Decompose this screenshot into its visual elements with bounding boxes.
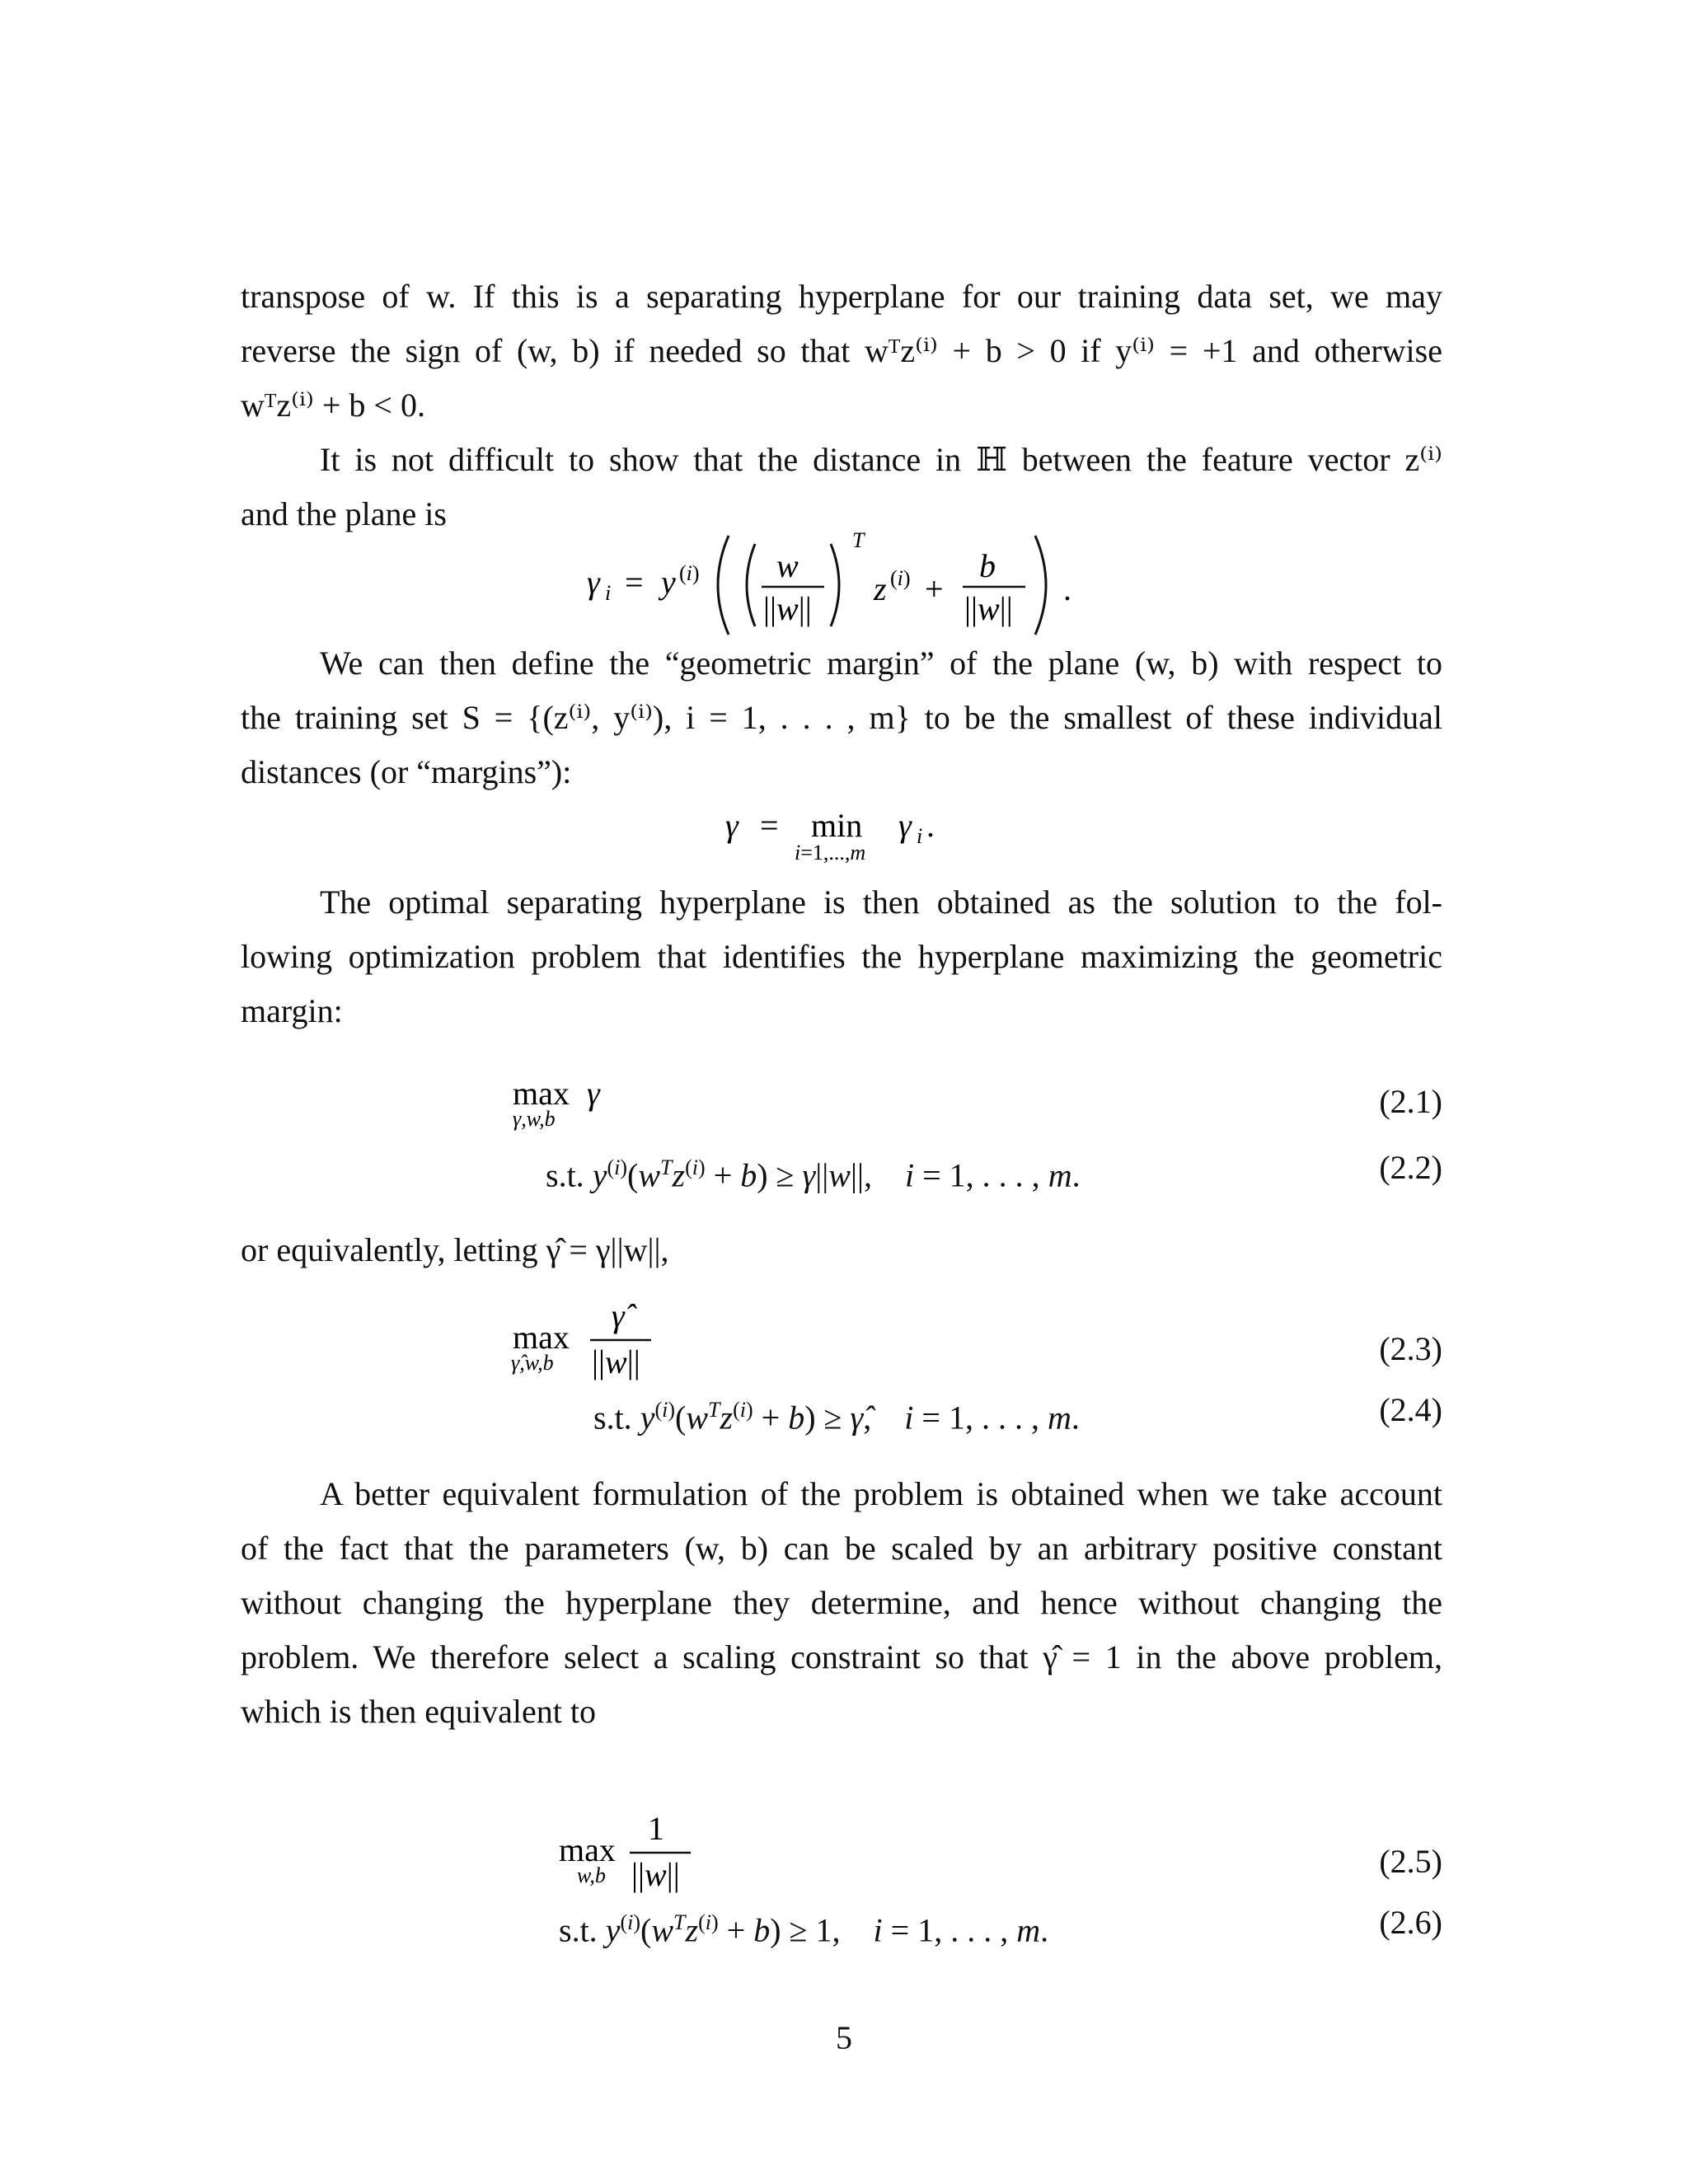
svg-text:max: max <box>559 1831 616 1868</box>
equation-2-1 <box>504 1071 669 1137</box>
equation-number-2-1: (2.1) <box>1379 1083 1442 1120</box>
svg-text:b: b <box>979 547 996 584</box>
p4-line-1: The optimal separating hyperplane is then obtained as the solution to the fol- <box>320 883 1442 921</box>
svg-text:y: y <box>661 564 676 601</box>
svg-text:(i): (i) <box>679 561 700 585</box>
svg-text:γ: γ <box>725 807 738 844</box>
equation-number-2-5: (2.5) <box>1379 1843 1442 1880</box>
p6-line-5: which is then equivalent to <box>241 1693 597 1730</box>
p1-line-1: transpose of w. If this is a separating hyperplane for our training data set, we may <box>241 278 1442 315</box>
svg-text:γ̂,w,b: γ̂,w,b <box>511 1351 554 1375</box>
svg-text:(i): (i) <box>890 566 911 590</box>
svg-text:1: 1 <box>648 1810 664 1847</box>
p6-line-3: without changing the hyperplane they determine, and hence without changing the <box>241 1584 1442 1621</box>
svg-text:||w||: ||w|| <box>631 1856 680 1893</box>
page-number: 5 <box>836 2019 852 2056</box>
svg-text:.: . <box>1063 570 1071 607</box>
equation-2-2: s.t. $y^{(i)}(w^Tz^{(i)} + b) \ge \gamma||w||$, i = 1, . . . , m. <box>546 1155 1081 1194</box>
svg-text:γ,w,b: γ,w,b <box>513 1107 556 1131</box>
equation-number-2-3: (2.3) <box>1379 1330 1442 1367</box>
svg-text:γ: γ <box>898 807 912 844</box>
svg-text:i: i <box>605 581 612 605</box>
svg-text:γ̂: γ̂ <box>612 1297 625 1334</box>
equation-2-5 <box>544 1805 725 1904</box>
svg-text:i=1,...,m: i=1,...,m <box>795 841 866 865</box>
svg-text:||w||: ||w|| <box>964 590 1013 627</box>
svg-text:z: z <box>874 570 887 607</box>
svg-text:i: i <box>917 824 923 848</box>
svg-text:w,b: w,b <box>577 1863 606 1887</box>
p3-line-1: We can then define the “geometric margin” of the plane (w, b) with respect to <box>320 644 1442 682</box>
equation-number-2-2: (2.2) <box>1379 1149 1442 1186</box>
p5-line-1: or equivalently, letting γ̂ = γ||w||, <box>241 1231 669 1268</box>
svg-text:||w||: ||w|| <box>763 590 812 627</box>
margin-equation <box>717 804 981 869</box>
p3-line-3: distances (or “margins”): <box>241 753 572 790</box>
equation-2-6: s.t. $y^{(i)}(w^Tz^{(i)} + b) \ge 1$, i = 1, . . . , m. <box>559 1910 1049 1949</box>
p4-line-2: lowing optimization problem that identifies the hyperplane maximizing the geometric <box>241 938 1442 975</box>
svg-text:=: = <box>625 564 644 601</box>
distance-equation <box>577 527 1104 643</box>
p2-line-2: and the plane is <box>241 495 447 532</box>
svg-text:T: T <box>852 528 865 552</box>
p6-line-2: of the fact that the parameters (w, b) can be scaled by an arbitrary positive constant <box>241 1530 1442 1567</box>
p1-line-3: wᵀz⁽ⁱ⁾ + b < 0. <box>241 387 425 424</box>
p4-line-3: margin: <box>241 992 343 1029</box>
p2-line-1: It is not difficult to show that the distance in ℍ between the feature vector z⁽ⁱ⁾ <box>320 441 1442 478</box>
p6-line-4: problem. We therefore select a scaling constraint so that γ̂ = 1 in the above problem, <box>241 1638 1442 1675</box>
equation-number-2-6: (2.6) <box>1379 1904 1442 1941</box>
svg-text:+: + <box>925 570 944 607</box>
svg-text:||w||: ||w|| <box>592 1343 640 1380</box>
svg-text:γ: γ <box>587 564 600 601</box>
svg-text:max: max <box>513 1075 570 1112</box>
svg-text:γ: γ <box>587 1075 600 1112</box>
equation-number-2-4: (2.4) <box>1379 1391 1442 1428</box>
p3-line-2: the training set S = {(z⁽ⁱ⁾, y⁽ⁱ⁾), i = 1, . . . , m} to be the smallest of these individual <box>241 699 1442 736</box>
svg-text:max: max <box>513 1319 570 1356</box>
svg-text:w: w <box>776 547 799 584</box>
p6-line-1: A better equivalent formulation of the problem is obtained when we take account <box>320 1475 1442 1512</box>
svg-text:=: = <box>760 807 779 844</box>
svg-text:.: . <box>926 807 935 844</box>
equation-2-3 <box>504 1292 702 1391</box>
svg-text:min: min <box>811 807 863 844</box>
p1-line-2: reverse the sign of (w, b) if needed so that wᵀz⁽ⁱ⁾ + b > 0 if y⁽ⁱ⁾ = +1 and otherwise <box>241 332 1442 369</box>
equation-2-4: s.t. $y^{(i)}(w^Tz^{(i)} + b)$ ≥ γ̂, i = 1, . . . , m. <box>593 1398 1080 1436</box>
